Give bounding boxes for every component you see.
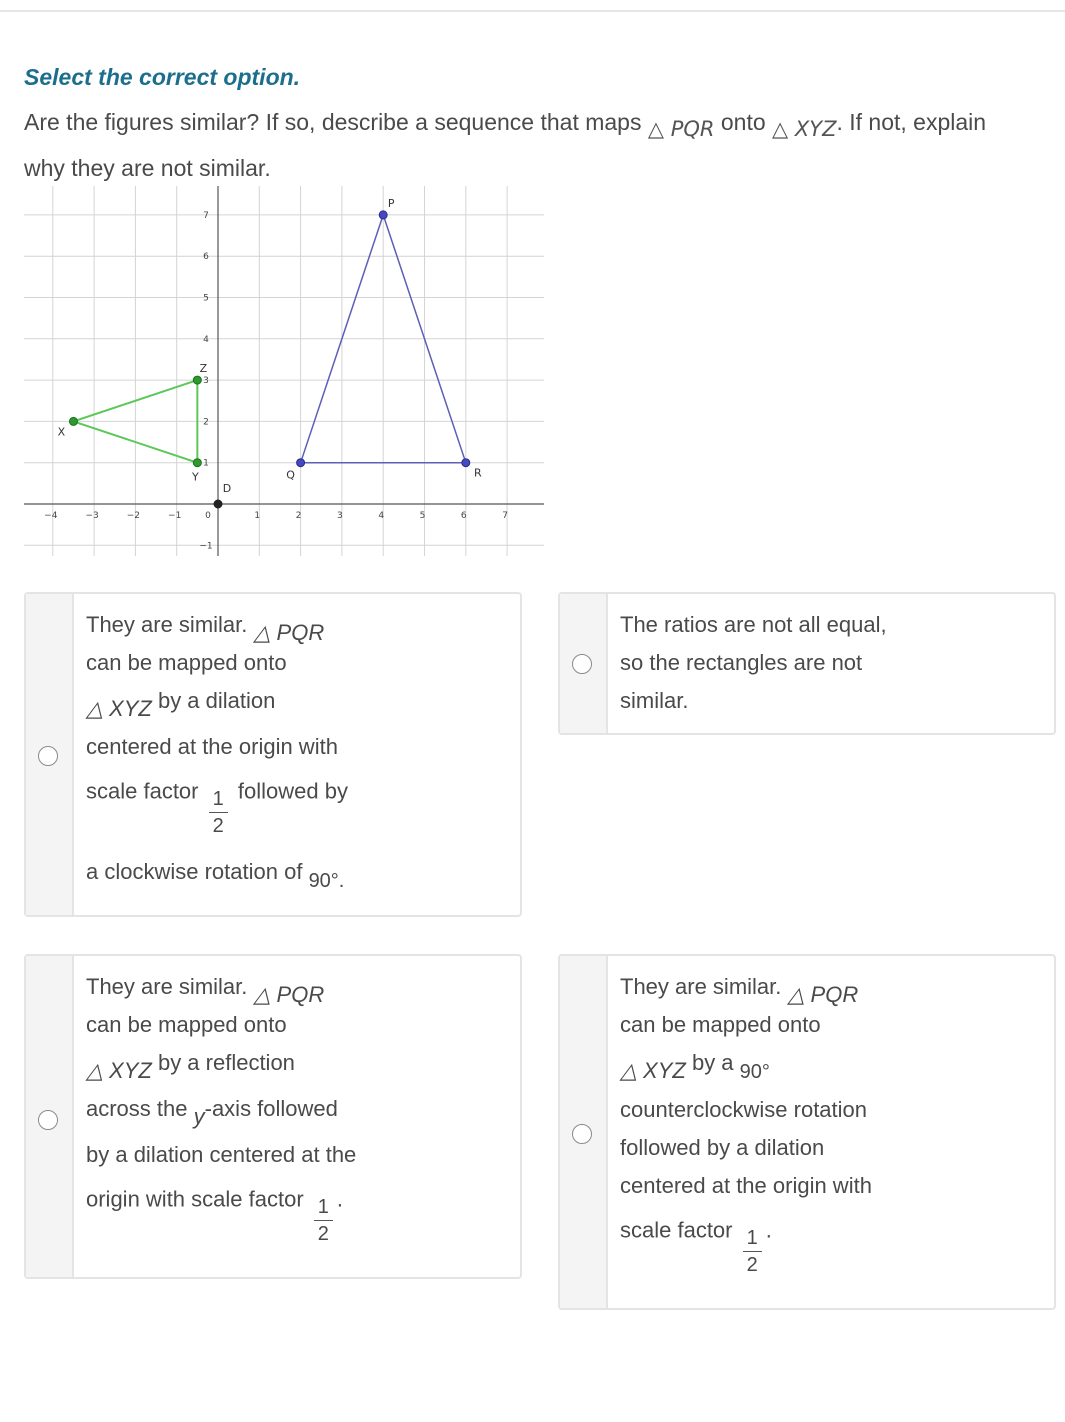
x-tick-label: −2: [126, 511, 141, 521]
radio-button-b[interactable]: [572, 654, 592, 674]
x-tick-label: −3: [85, 511, 99, 521]
radio-button-d[interactable]: [572, 1124, 592, 1144]
radio-button-c[interactable]: [38, 1110, 58, 1130]
triangle-xyz: △ XYZ: [86, 1058, 152, 1083]
triangle-xyz: △ XYZ: [772, 117, 837, 141]
y-tick-label: 3: [203, 376, 209, 387]
point-label-x: X: [57, 425, 66, 439]
x-tick-label: 7: [502, 511, 508, 521]
option-card-b[interactable]: The ratios are not all equal, so the rectangles are not similar.: [558, 592, 1056, 735]
top-divider: [0, 10, 1065, 12]
point-p: [379, 211, 387, 219]
triangle-pqr: △ PQR: [787, 982, 859, 1007]
y-tick-label: 2: [203, 417, 209, 428]
x-tick-label: 6: [460, 511, 467, 521]
radio-button-a[interactable]: [38, 746, 58, 766]
x-tick-label: 2: [295, 511, 302, 521]
point-y: [193, 459, 201, 467]
point-label-r: R: [473, 466, 482, 480]
option-card-c[interactable]: They are similar. △ PQR can be mapped onto △ XYZ by a reflection across the y-axis followed by a dilation centered at the origin with scale factor $\frac{1}{2}$ .: [24, 954, 522, 1279]
triangle-pqr: △ PQR: [253, 982, 325, 1007]
triangle-pqr: △ PQR: [647, 117, 715, 141]
option-card-d[interactable]: They are similar. △ PQR can be mapped onto △ XYZ by a 90° counterclockwise rotation followed by a dilation centered at the origin with scale factor $\frac{1}{2}$ .: [558, 954, 1056, 1310]
y-tick-label: 5: [203, 293, 209, 304]
x-tick-label: −1: [168, 511, 182, 521]
instruction-heading: Select the correct option.: [24, 64, 301, 90]
x-tick-label: −4: [44, 511, 58, 521]
y-tick-label: 6: [203, 252, 209, 263]
question-onto: onto: [720, 109, 766, 135]
point-x: [69, 417, 77, 425]
x-tick-label: 5: [419, 511, 426, 521]
y-tick-label: 1: [203, 458, 209, 469]
triangle-pqr: △ PQR: [253, 620, 325, 645]
point-label-z: Z: [199, 362, 208, 376]
point-label-q: Q: [286, 468, 295, 482]
x-tick-label: 0: [205, 511, 211, 521]
fraction-one-half: $\frac{1}{2}$: [743, 1225, 762, 1278]
question-text: [24, 100, 1004, 191]
point-label-y: Y: [191, 470, 199, 484]
y-tick-label: 4: [203, 334, 209, 345]
question-part1: Are the figures similar? If so, describe a sequence that maps: [24, 109, 642, 135]
y-tick-label: 7: [203, 210, 209, 221]
triangle-xyz: △ XYZ: [86, 696, 152, 721]
point-z: [193, 376, 201, 384]
point-label-p: P: [387, 196, 395, 210]
point-d: [214, 500, 222, 508]
fraction-one-half: $\frac{1}{2}$: [209, 786, 228, 839]
question-part2: . If not, explain why they are not similar.: [24, 109, 987, 181]
x-tick-label: 4: [378, 511, 385, 521]
x-tick-label: 3: [337, 511, 343, 521]
point-q: [297, 459, 305, 467]
triangle-xyz: △ XYZ: [620, 1058, 686, 1083]
option-card-a[interactable]: They are similar. △ PQR can be mapped onto △ XYZ by a dilation centered at the origin with scale factor $\frac{1}{2}$ followed by a clockwise rotation of 90°.: [24, 592, 522, 917]
fraction-one-half: $\frac{1}{2}$: [314, 1194, 333, 1247]
point-label-d: D: [222, 482, 232, 495]
x-tick-label: 1: [254, 511, 261, 521]
coordinate-graph: [24, 186, 544, 556]
point-r: [462, 459, 470, 467]
y-tick-label: −1: [199, 541, 213, 552]
